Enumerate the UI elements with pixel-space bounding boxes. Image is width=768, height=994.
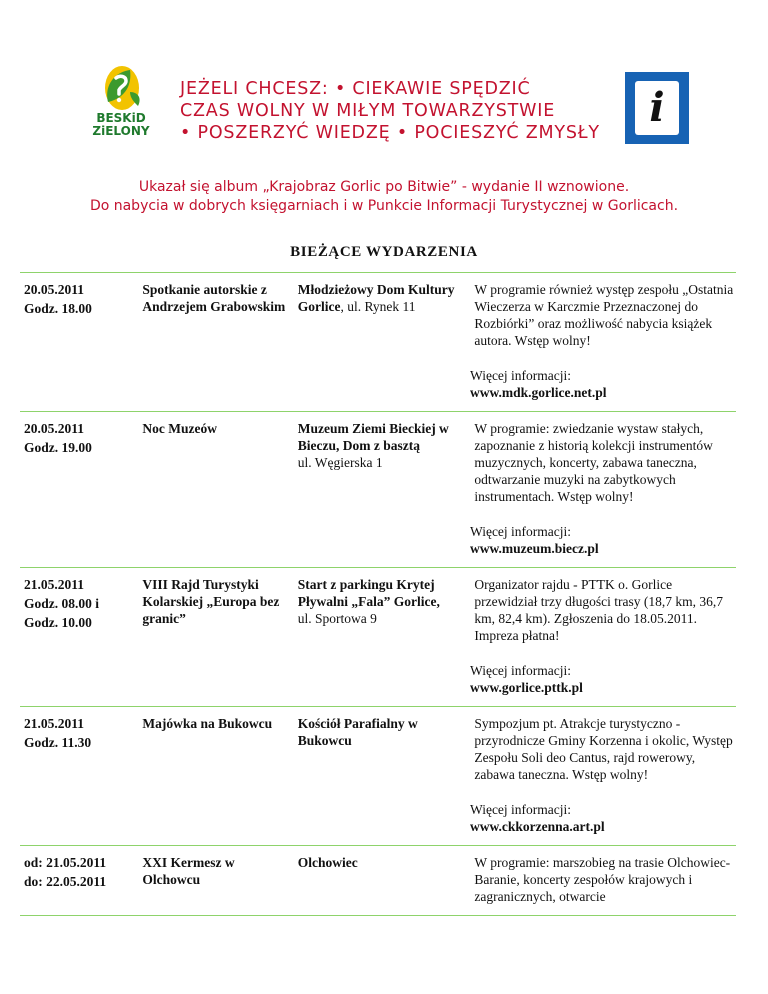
event-date-line: do: 22.05.2011 [24,874,107,889]
event-place [288,854,463,905]
event-title: Noc Muzeów [142,421,218,436]
event-place [288,420,463,505]
event-place [288,281,463,349]
event-row [20,411,736,567]
event-time-line: Godz. 19.00 [24,440,92,455]
event-description: Organizator rajdu - PTTK o. Gorlice przewidział trzy długości trasy (18,7 km, 36,7 km, 82,4 km). Zgłoszenia do 18.05.2011. Impreza płatna! [474,577,723,643]
event-place-city: Gorlice [297,299,341,314]
event-title: XXI Kermesz w Olchowcu [142,855,235,887]
event-date-line: 21.05.2011 [24,577,85,592]
announcement-line-1: Ukazał się album „Krajobraz Gorlic po Bitwie” - wydanie II wznowione. [138,179,630,195]
slogan-line: • POSZERZYĆ WIEDZĘ • POCIESZYĆ ZMYSŁY [180,123,600,143]
slogan-line: CZAS WOLNY W MIŁYM TOWARZYSTWIE [180,101,556,121]
tourist-info-icon [625,72,689,144]
more-info-label: Więcej informacji: [470,663,572,678]
section-title: BIEŻĄCE WYDARZENIA [290,244,478,260]
event-row [20,706,736,845]
event-time-line: Godz. 10.00 [24,615,92,630]
event-description: Sympozjum pt. Atrakcje turystyczno - przyrodnicze Gminy Korzenna i okolic, Występ Zespołu Soli deo Cantus, rajd rowerowy, zabawa taneczna. Wstęp wolny! [474,716,733,782]
event-place-address: ul. Węgierska 1 [297,455,383,470]
event-date [20,715,135,783]
event-place-address: , ul. Rynek 11 [340,299,416,314]
logo-text [86,112,156,138]
event-date-line: 21.05.2011 [24,716,85,731]
beskid-zielony-logo [86,62,156,146]
logo-line-1: BESKiD [96,111,146,125]
slogan [180,78,620,144]
event-date [20,281,135,349]
event-title: Majówka na Bukowcu [142,716,273,731]
more-info-link[interactable]: www.muzeum.biecz.pl [470,541,599,556]
event-time-line: Godz. 18.00 [24,301,92,316]
event-more-info [470,523,736,557]
slogan-line: JEŻELI CHCESZ: • CIEKAWIE SPĘDZIĆ [180,79,531,99]
event-place-address: ul. Sportowa 9 [297,611,377,626]
event-description: W programie: marszobieg na trasie Olchowiec-Baranie, koncerty zespołów krajowych i zagranicznych, otwarcie [474,855,731,904]
event-description: W programie również występ zespołu „Ostatnia Wieczerza w Karczmie Przeznaczonej do Rozbiórki” oraz możliwość nabycia książek autora. Wstęp wolny! [474,282,734,348]
announcement [0,178,768,216]
event-date-line: 20.05.2011 [24,282,85,297]
logo-leaf-icon [86,62,156,114]
event-time-line: Godz. 08.00 i [24,596,100,611]
event-more-info [470,367,736,401]
info-symbol: i [635,81,679,135]
more-info-label: Więcej informacji: [470,368,572,383]
events-table [20,272,736,916]
event-date [20,854,135,905]
more-info-link[interactable]: www.gorlice.pttk.pl [470,680,583,695]
event-date-line: 20.05.2011 [24,421,85,436]
event-row [20,272,736,411]
event-date [20,576,135,644]
more-info-label: Więcej informacji: [470,802,572,817]
event-place-name: Młodzieżowy Dom Kultury [297,282,455,297]
event-more-info [470,662,736,696]
announcement-line-2: Do nabycia w dobrych księgarniach i w Punkcie Informacji Turystycznej w Gorlicach. [89,198,679,214]
event-place-name: Kościół Parafialny w Bukowcu [297,716,418,748]
event-title: VIII Rajd Turystyki Kolarskiej „Europa bez granic” [142,577,280,626]
more-info-label: Więcej informacji: [470,524,572,539]
event-row [20,567,736,706]
event-place-name: Olchowiec [297,855,358,870]
event-more-info [470,801,736,835]
more-info-link[interactable]: www.mdk.gorlice.net.pl [470,385,607,400]
more-info-link[interactable]: www.ckkorzenna.art.pl [470,819,605,834]
event-row [20,845,736,916]
event-place [288,576,463,644]
event-place-name: Muzeum Ziemi Bieckiej w Bieczu, Dom z basztą [297,421,449,453]
event-description: W programie: zwiedzanie wystaw stałych, zapoznanie z historią kolekcji instrumentów muzycznych, koncerty, zabawa taneczna, odtwarzanie muzyki na zabytkowych instrumentach. Wstęp wolny! [474,421,713,504]
event-place [288,715,463,783]
event-title: Spotkanie autorskie z Andrzejem Grabowskim [142,282,286,314]
logo-line-2: ZiELONY [92,124,150,138]
event-place-name: Start z parkingu Krytej Pływalni „Fala” Gorlice, [297,577,440,609]
event-date-line: od: 21.05.2011 [24,855,107,870]
event-time-line: Godz. 11.30 [24,735,92,750]
event-date [20,420,135,505]
